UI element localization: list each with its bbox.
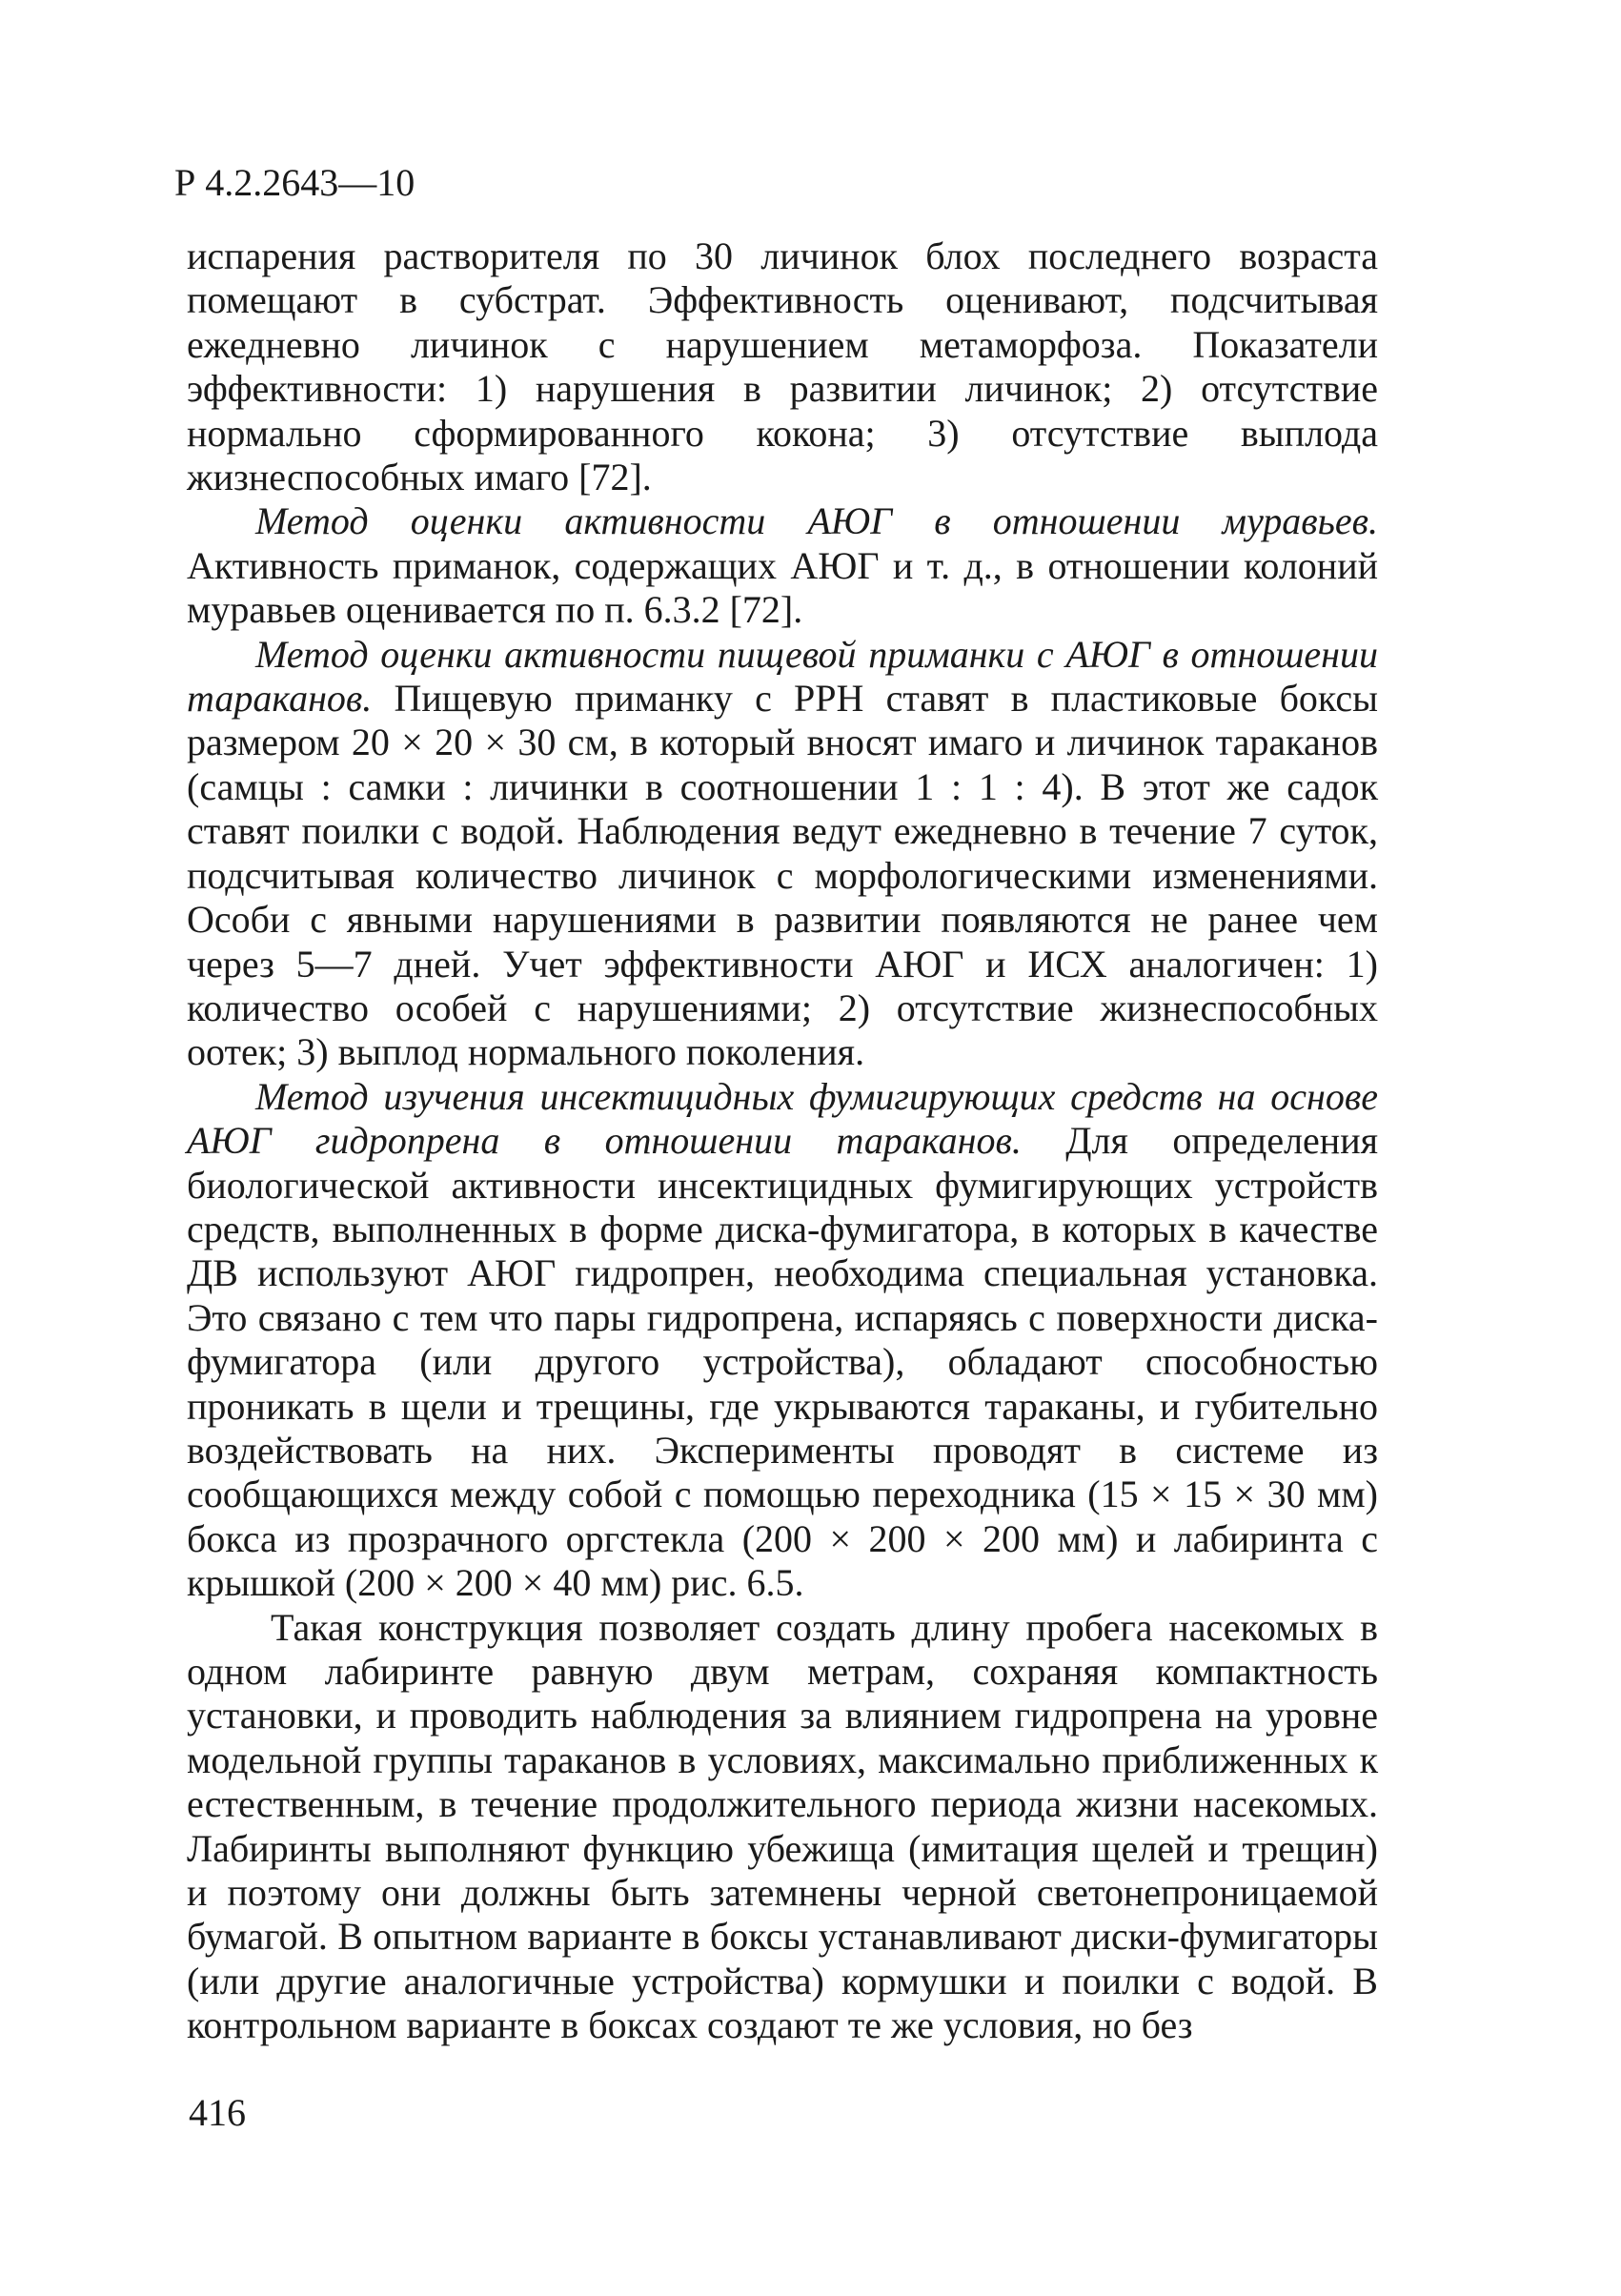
paragraph-4-text: Для определения биологической активности инсектицидных фумигирующих устройств средств, выполненных в форме диска-фумигатора, в которых в качестве ДВ используют АЮГ гидропрен, необходима специальная установка. Это связано с тем что пары гидропрена, испаряясь с поверхности диска-фумигатора (или другого устройства), обладают способностью проникать в щели и трещины, где укрываются тараканы, и губительно воздействовать на них. Эксперименты проводят в системе из сообщающихся между собой с помощью переходника (15 × 15 × 30 мм) бокса из прозрачного оргстекла (200 × 200 × 200 мм) и лабиринта с крышкой (200 × 200 × 40 мм) рис. 6.5. [187, 1119, 1378, 1605]
paragraph-2 [187, 499, 1378, 632]
paragraph-1-text: испарения растворителя по 30 личинок блох последнего возраста помещают в субстрат. Эффективность оценивают, подсчитывая ежедневно личинок с нарушением метаморфоза. Показатели эффективности: 1) нарушения в развитии личинок; 2) отсутствие нормально сформированного кокона; 3) отсутствие выплода жизнеспособных имаго [72]. [187, 234, 1378, 499]
paragraph-3-heading: Метод оценки активности пищевой приманки с АЮГ в отношении тараканов. [187, 632, 1378, 721]
paragraph-4 [187, 1075, 1378, 1606]
body-text [187, 234, 1378, 2048]
paragraph-5 [187, 1606, 1378, 2048]
page-number: 416 [189, 2091, 246, 2134]
paragraph-3-text: Пищевую приманку с РРН ставят в пластиковые боксы размером 20 × 20 × 30 см, в который вносят имаго и личинок тараканов (самцы : самки : личинки в соотношении 1 : 1 : 4). В этот же садок ставят поилки с водой. Наблюдения ведут ежедневно в течение 7 суток, подсчитывая количество личинок с морфологическими изменениями. Особи с явными нарушениями в развитии появляются не ранее чем через 5—7 дней. Учет эффективности АЮГ и ИСХ аналогичен: 1) количество особей с нарушениями; 2) отсутствие жизнеспособных оотек; 3) выплод нормального поколения. [187, 677, 1378, 1074]
document-code: Р 4.2.2643—10 [174, 161, 415, 204]
paragraph-2-heading: Метод оценки активности АЮГ в отношении муравьев. [255, 499, 1378, 543]
paragraph-4-heading: Метод изучения инсектицидных фумигирующих средств на основе АЮГ гидропрена в отношении тараканов. [187, 1074, 1378, 1163]
paragraph-1 [187, 234, 1378, 499]
paragraph-5-text: Такая конструкция позволяет создать длину пробега насекомых в одном лабиринте равную двум метрам, сохраняя компактность установки, и проводить наблюдения за влиянием гидропрена на уровне модельной группы тараканов в условиях, максимально приближенных к естественным, в течение продолжительного периода жизни насекомых. Лабиринты выполняют функцию убежища (имитация щелей и трещин) и поэтому они должны быть затемнены черной светонепроницаемой бумагой. В опытном варианте в боксы устанавливают диски-фумигаторы (или другие аналогичные устройства) кормушки и поилки с водой. В контрольном варианте в боксах создают те же условия, но без [187, 1605, 1378, 2047]
paragraph-2-text: Активность приманок, содержащих АЮГ и т. д., в отношении колоний муравьев оценивается по п. 6.3.2 [72]. [187, 543, 1378, 632]
paragraph-3 [187, 633, 1378, 1075]
